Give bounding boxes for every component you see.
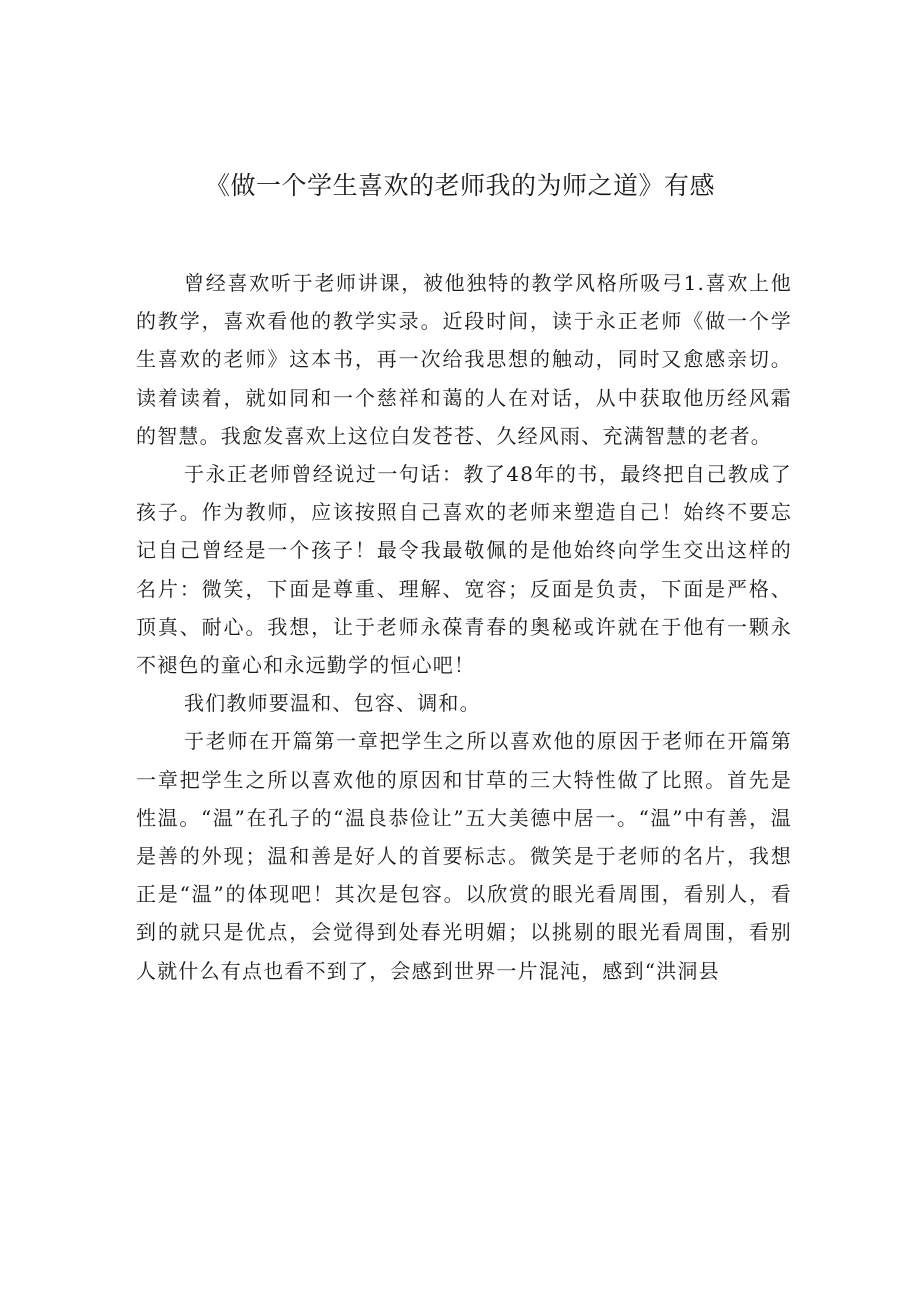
- paragraph-2: 于永正老师曾经说过一句话：教了48年的书，最终把自己教成了孩子。作为教师，应该按照自己喜欢的老师来塑造自己！始终不要忘记自己曾经是一个孩子！最令我最敬佩的是他始终向学生交出这样的名片：微笑，下面是尊重、理解、宽容；反面是负责，下面是严格、顶真、耐心。我想，让于老师永葆青春的奥秘或许就在于他有一颗永不褪色的童心和永远勤学的恒心吧！: [136, 462, 792, 678]
- document-title: 《做一个学生喜欢的老师我的为师之道》有感: [204, 171, 715, 200]
- document-body: [136, 264, 792, 990]
- paragraph-4: 于老师在开篇第一章把学生之所以喜欢他的原因于老师在开篇第一章把学生之所以喜欢他的原因和甘草的三大特性做了比照。首先是性温。“温”在孔子的“温良恭俭让”五大美德中居一。“温”中有善，温是善的外现；温和善是好人的首要标志。微笑是于老师的名片，我想正是“温”的体现吧！其次是包容。以欣赏的眼光看周围，看别人，看到的就只是优点，会觉得到处春光明媚；以挑剔的眼光看周围，看别人就什么有点也看不到了，会感到世界一片混沌，感到“洪洞县: [136, 729, 792, 983]
- paragraph-3: 我们教师要温和、包容、调和。: [184, 691, 481, 716]
- paragraph-1: 曾经喜欢听于老师讲课，被他独特的教学风格所吸弓1.喜欢上他的教学，喜欢看他的教学实录。近段时间，读于永正老师《做一个学生喜欢的老师》这本书，再一次给我思想的触动，同时又愈感亲切。读着读着，就如同和一个慈祥和蔼的人在对话，从中获取他历经风霜的智慧。我愈发喜欢上这位白发苍苍、久经风雨、充满智慧的老者。: [136, 271, 792, 448]
